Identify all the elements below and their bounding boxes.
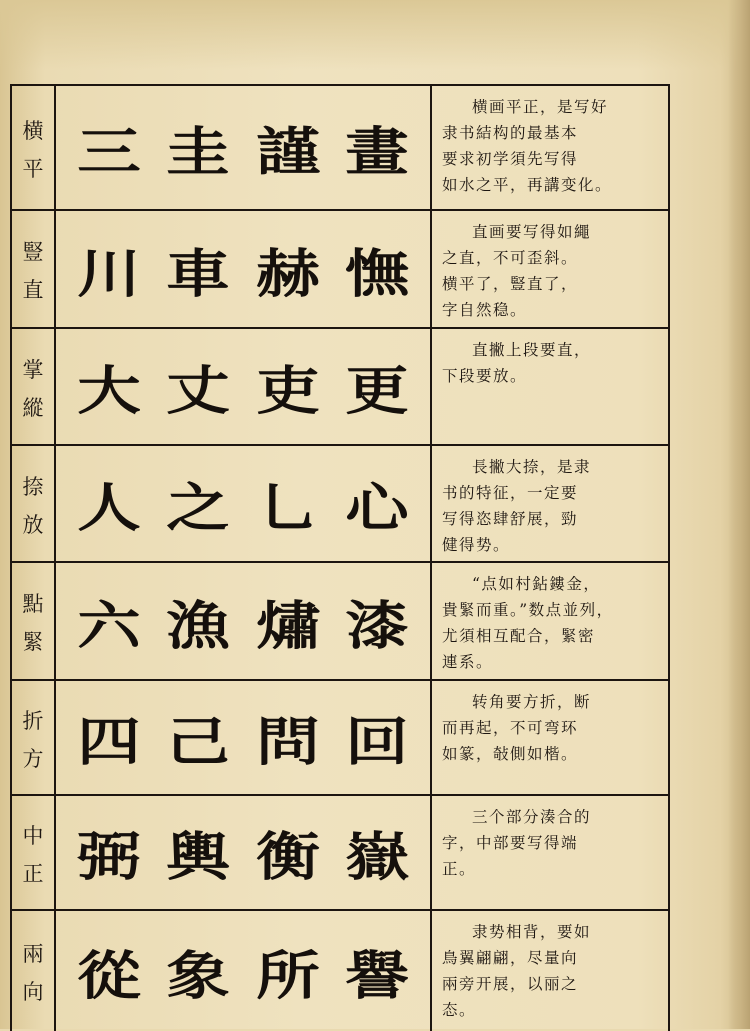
row-label <box>12 211 56 327</box>
note-line: 健得势。 <box>442 536 511 554</box>
table-row <box>12 681 670 796</box>
table-row <box>12 329 670 446</box>
row-label <box>12 86 56 209</box>
note-line: “点如村鉆鏤金， <box>472 575 601 593</box>
row-label <box>12 796 56 909</box>
note-line: 貴緊而重。”数点並列， <box>442 601 614 619</box>
label-char: 正 <box>22 861 44 886</box>
explanation-note <box>432 329 670 444</box>
label-char: 點 <box>22 592 44 616</box>
example-char: 六 <box>77 595 141 657</box>
example-char: 謹 <box>256 122 320 183</box>
example-characters <box>56 563 432 679</box>
explanation-note <box>432 563 670 679</box>
example-characters <box>56 329 432 444</box>
note-line: 字，中部要写得端 <box>442 834 579 852</box>
note-line: 鳥翼翩翩，尽量向 <box>442 949 579 967</box>
explanation-note <box>432 86 670 209</box>
label-char: 捺 <box>22 474 44 499</box>
table-row <box>12 911 670 1031</box>
row-label <box>12 563 56 679</box>
example-char: 四 <box>77 712 141 773</box>
example-char: 丈 <box>166 361 230 422</box>
row-label <box>12 911 56 1031</box>
example-char: 憮 <box>345 243 409 305</box>
example-char: 弼 <box>77 827 141 888</box>
example-characters <box>56 681 432 794</box>
calligraphy-table <box>10 84 670 1031</box>
example-char: 譽 <box>345 945 409 1007</box>
example-char: 圭 <box>166 122 230 183</box>
example-char: 己 <box>166 712 230 773</box>
note-line: 之直，不可歪斜。 <box>442 249 579 267</box>
example-char: 所 <box>256 945 320 1007</box>
table-row <box>12 211 670 329</box>
table-row <box>12 796 670 911</box>
label-char: 方 <box>22 746 44 771</box>
label-char: 掌 <box>22 357 44 382</box>
example-char: 衡 <box>256 827 320 888</box>
table-row <box>12 86 670 211</box>
row-label <box>12 681 56 794</box>
example-char: 大 <box>77 361 141 422</box>
label-char: 直 <box>22 278 44 302</box>
example-char: 熽 <box>256 595 320 657</box>
note-line: 要求初学須先写得 <box>442 150 579 168</box>
note-line: 转角要方折，断 <box>472 693 592 711</box>
note-line: 写得恣肆舒展，勁 <box>442 510 579 528</box>
label-char: 中 <box>22 823 44 848</box>
label-char: 兩 <box>22 942 44 966</box>
note-line: 隶势相背，要如 <box>472 923 592 941</box>
example-char: 三 <box>77 122 141 183</box>
table-row <box>12 563 670 681</box>
note-line: 連系。 <box>442 653 494 671</box>
example-char: 車 <box>166 243 230 305</box>
example-char: 赫 <box>256 243 320 305</box>
example-characters <box>56 86 432 209</box>
example-characters <box>56 446 432 561</box>
label-char: 横 <box>22 118 44 143</box>
example-char: 畫 <box>345 122 409 183</box>
note-line: 如篆，敧側如楷。 <box>442 745 579 763</box>
example-char: 心 <box>345 478 409 539</box>
note-line: 正。 <box>442 860 477 878</box>
label-char: 平 <box>22 156 44 181</box>
example-char: 更 <box>345 361 409 422</box>
explanation-note <box>432 796 670 909</box>
note-line: 下段要放。 <box>442 367 528 385</box>
example-char: 象 <box>166 945 230 1007</box>
row-label <box>12 329 56 444</box>
label-char: 縱 <box>22 395 44 420</box>
row-label <box>12 446 56 561</box>
note-line: 長撇大捺，是隶 <box>472 458 592 476</box>
note-line: 如水之平，再講变化。 <box>442 176 613 194</box>
note-line: 字自然稳。 <box>442 301 528 319</box>
example-char: 川 <box>77 243 141 305</box>
example-characters <box>56 911 432 1031</box>
note-line: 横画平正，是写好 <box>472 98 609 116</box>
note-line: 直撇上段要直， <box>472 341 592 359</box>
note-line: 三个部分湊合的 <box>472 808 592 826</box>
label-char: 向 <box>22 980 44 1004</box>
example-char: 從 <box>77 945 141 1007</box>
explanation-note <box>432 681 670 794</box>
label-char: 豎 <box>22 240 44 264</box>
example-char: 人 <box>77 478 141 539</box>
note-line: 态。 <box>442 1001 477 1019</box>
note-line: 兩旁开展，以丽之 <box>442 975 579 993</box>
note-line: 横平了，豎直了， <box>442 275 579 293</box>
label-char: 折 <box>22 708 44 733</box>
example-char: 回 <box>345 712 409 773</box>
label-char: 放 <box>22 512 44 537</box>
example-char: 漁 <box>166 595 230 657</box>
explanation-note <box>432 446 670 561</box>
example-char: 乚 <box>256 478 320 539</box>
example-characters <box>56 796 432 909</box>
example-char: 吏 <box>256 361 320 422</box>
example-characters <box>56 211 432 327</box>
note-line: 隶书結构的最基本 <box>442 124 579 142</box>
table-row <box>12 446 670 563</box>
explanation-note <box>432 911 670 1031</box>
note-line: 直画要写得如繩 <box>472 223 592 241</box>
example-char: 之 <box>166 478 230 539</box>
note-line: 尤須相互配合，緊密 <box>442 627 596 645</box>
example-char: 問 <box>256 712 320 773</box>
example-char: 嶽 <box>345 827 409 888</box>
example-char: 輿 <box>166 827 230 888</box>
label-char: 緊 <box>22 630 44 654</box>
note-line: 而再起，不可弯环 <box>442 719 579 737</box>
explanation-note <box>432 211 670 327</box>
example-char: 漆 <box>345 595 409 657</box>
note-line: 书的特征，一定要 <box>442 484 579 502</box>
